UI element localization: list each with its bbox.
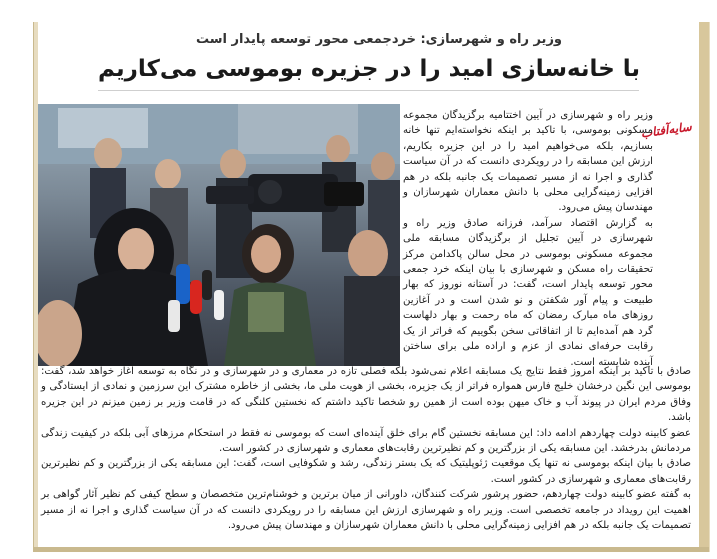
brand-logo: سایه‌آفتاب <box>639 119 693 141</box>
clipping-bottom-edge <box>33 547 709 552</box>
paragraph: صادق با تاکید بر اینکه امروز فقط نتایج یک مسابقه اعلام نمی‌شود بلکه فصلی تازه در معماری و در شهرسازی و در نگاه به توسعه آغاز خواهد شد، گفت: بوموسی این نگین درخشان خلیج فارس همواره فراتر از یک جزیره، بخشی از هویت ملی ما، بخشی از خاطره مشترک این سرزمین و نمادی از ایستادگی و وفاق مردم ایران در پیوند آب و خاک میهن بوده است از همین رو شخصا تاکید داشتم که نخستین کلنگی که در قامت وزیر بر زمین میزنم در این جزیره باشد. <box>41 366 691 424</box>
article-page <box>38 22 699 547</box>
press-photo-illustration <box>38 104 400 366</box>
press-photo <box>38 104 400 366</box>
paragraph: صادق با بیان اینکه بوموسی نه تنها یک موقعیت ژئوپلیتیک که یک بستر زندگی، رشد و شکوفایی است، گفت: این مسابقه یکی از بزرگترین و کم نظیرترین رقابت‌های معماری و شهرسازی در کشور است. <box>41 458 691 485</box>
article-body <box>41 364 691 533</box>
paragraph: به گفته عضو کابینه دولت چهاردهم، حضور پرشور شرکت کنندگان، داورانی از میان برترین و خوشنام‌ترین متخصصان و سطح کیفی کم نظیر آثار گواهی بر اهمیت این رویداد در جامعه تخصصی است. وزیر راه و شهرسازی ارزش این مسابقه را در رویکردی دانست که در آن سیاست گذاری و اجرا نه از مسیر تصمیمات یک جانبه بلکه در هم افزایی زمینه‌گرایی محلی با دانش معماران شهرسازان و مهندسان پیش می‌رود. <box>41 489 691 532</box>
clipping-edge <box>699 22 709 552</box>
article-intro-column <box>403 108 653 370</box>
paragraph: به گزارش اقتصاد سرآمد، فرزانه صادق وزیر راه و شهرسازی در آیین تجلیل از برگزیدگان مسابقه ملی مجموعه مسکونی بوموسی در محل سالن پاکدامن مرکز تحقیقات راه مسکن و شهرسازی با بیان اینکه خرد جمعی محور توسعه پایدار است، گفت: در آستانه نوروز که بهار طبیعت و پیام آور شکفتن و نو شدن است و در آغازین روزهای ماه مبارک رمضان که ماه رحمت و بهار دلهاست گرد هم آمده‌ایم تا از اتفاقاتی سخن بگوییم که فراتر از یک رقابت حرفه‌ای نمادی از عزم و اراده ملی برای ساختن آینده شایسته است. <box>403 217 653 368</box>
paragraph: عضو کابینه دولت چهاردهم ادامه داد: این مسابقه نخستین گام برای خلق آینده‌ای است که بوموسی نه فقط در استحکام مرزهای آبی بلکه در کیفیت زندگی مردمانش بدرخشد. این مسابقه یکی از بزرگترین و کم نظیرترین رقابت‌های معماری و شهرسازی در کشور است. <box>41 427 691 455</box>
article-supertitle: وزیر راه و شهرسازی: خردجمعی محور توسعه پایدار است <box>195 32 563 47</box>
article-headline: با خانه‌سازی امید را در جزیره بوموسی می‌کاریم <box>97 56 641 82</box>
headline-divider <box>98 90 639 91</box>
paragraph: وزیر راه و شهرسازی در آیین اختتامیه برگزیدگان مجموعه مسکونی بوموسی، با تاکید بر اینکه نخواسته‌ایم تنها خانه بسازیم، بلکه می‌خواهیم امید را در این جزیره بکاریم، ارزش این مسابقه را در رویکردی دانست که در آن سیاست گذاری و اجرا نه از مسیر تصمیمات یک جانبه بلکه در هم افزایی زمینه‌گرایی محلی با دانش معماران شهرسازان و مهندسان پیش می‌رود. <box>403 110 653 214</box>
